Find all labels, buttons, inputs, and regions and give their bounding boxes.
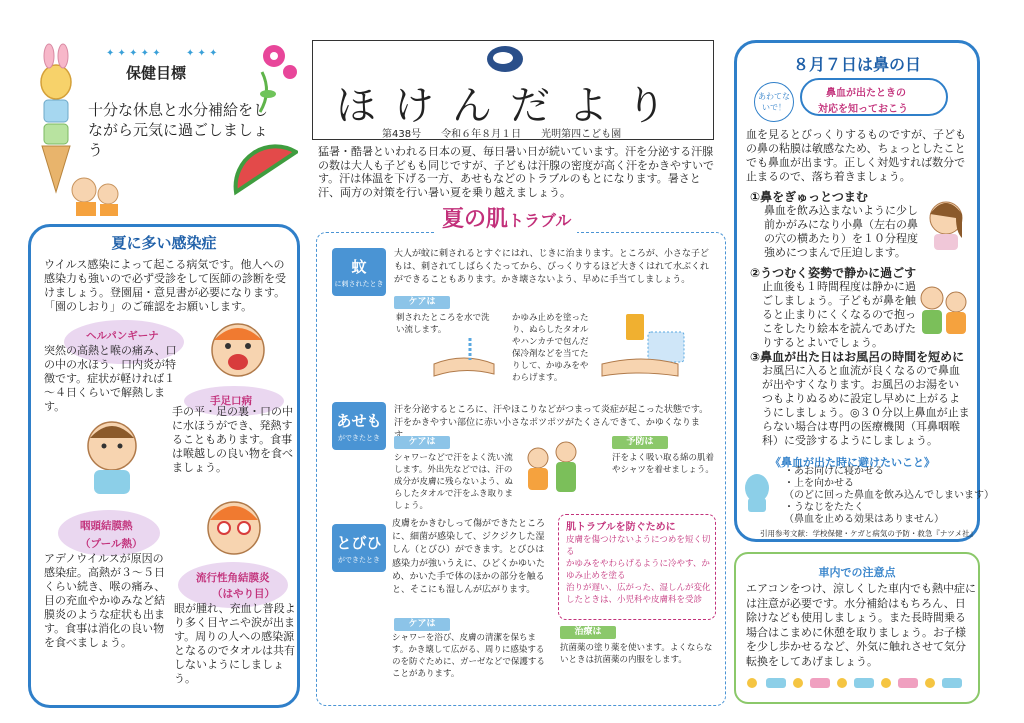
hfmd-text: 手の平・足の裏・口の中に水ほうができ、発熱することもあります。食事は喉越しの良い物を食べましょう。 [172, 405, 293, 474]
conjunctivitis-subtitle: （はやり目） [212, 588, 275, 600]
skin-title-sub: トラブル [508, 211, 572, 230]
heat-rash-tag-label: あせも [336, 412, 382, 430]
svg-text:✦ ✦ ✦: ✦ ✦ ✦ [186, 48, 218, 59]
dont-panic-badge: あわてないで！ [754, 82, 794, 122]
nose-step2-text: 止血後も１時間程度は静かに過ごしましょう。子どもが鼻を触ると止まりにくくなるので抱っこをしたり絵本を読んであげたりするとよいでしょう。 [762, 280, 916, 349]
nose-subtitle-a: 鼻血が出たときの [826, 88, 906, 99]
elephant-icon [742, 470, 772, 514]
wiping-sweat-icon [514, 436, 590, 502]
impetigo-treat-label: 治療は [560, 626, 616, 639]
nose-step1-title: ①鼻をぎゅっとつまむ [750, 190, 868, 204]
nose-source: 引用参考文献：学校保健・ケガと病気の予防・救急『ナツメ社』 [760, 529, 978, 538]
infections-intro: ウイルス感染によって起こる病気です。他人への感染力も強いので必ず受診をして医師の診断を受けましょう。登園届・意見書が必要になります。「園のしおり」のご確認をお願いします。 [44, 258, 286, 313]
pinching-nose-child-icon [922, 196, 970, 252]
prevention-item-2: かゆみをやわらげるように冷やす、かゆみ止めを塗る [566, 559, 710, 581]
reading-together-icon [914, 282, 974, 338]
pcf-text: アデノウイルスが原因の感染症。高熱が３～５日くらい続き、喉の痛み、目の充血やかゆみなど結膜炎のような症状も出ます。食事は消化の良い物を食べましょう。 [44, 552, 166, 649]
sick-child-icon [196, 494, 272, 558]
nose-avoid-5: （鼻血を止める効果はありません） [784, 514, 944, 525]
nose-step3-title: ③鼻血が出た日はお風呂の時間を短めに [750, 350, 965, 364]
elephant-logo-icon [483, 44, 527, 74]
crying-child-icon [198, 316, 278, 382]
conjunctivitis-title: 流行性角結膜炎 [196, 572, 270, 584]
impetigo-tag-sub: ができたとき [338, 556, 380, 564]
mosquito-tag-label: 蚊 [351, 258, 367, 276]
heat-rash-text: 汗を分泌するところに、汗やほこりなどがつまって炎症が起こった状態です。汗をかきやすい部位に赤い小さなポツポツがたくさんできて、かゆくなりま [394, 405, 709, 428]
cold-compress-icon [598, 306, 710, 378]
prevention-item-1: 皮膚を傷つけないようにつめを短く切る [566, 535, 711, 557]
prevention-item-3: 治りが遅い、広がった、湿しんが変化したときは、小児科や皮膚科を受診 [566, 583, 711, 605]
cars-and-flowers-border [744, 674, 970, 692]
impetigo-tag-label: とびひ [336, 534, 382, 552]
nose-avoid-1: ・あお向けに寝かせる [784, 466, 884, 477]
herpangina-text: 突然の高熱と喉の痛み、口の中の水ほう、口内炎が特徴です。症状が軽ければ１～４日くらいで解熱します。 [44, 344, 177, 413]
prevention-title: 肌トラブルを防ぐために [566, 522, 676, 533]
impetigo-care-label: ケアは [394, 618, 450, 631]
nose-avoid-3: （のどに回った鼻血を飲み込んでしまいます） [784, 490, 994, 501]
goal-text: 十分な休息と水分補給をしながら元気に過ごしましょう [88, 101, 269, 159]
infections-title: 夏に多い感染症 [111, 234, 217, 252]
pcf-title: 咽頭結膜熱 [80, 520, 133, 532]
nose-subtitle-b: 対応を知っておこう [818, 104, 908, 115]
car-safety-text: エアコンをつけ、涼しくした車内でも熱中症には注意が必要です。水分補給はもちろん、日除けなども使用しましょう。また長時間乗る場合はこまめに休憩を取りましょう。お子様を少し歩かせるなど、外気に触れさせて気分転換をしてあげましょう。 [746, 582, 977, 668]
pcf-subtitle: （プール熱） [80, 538, 143, 550]
conjunctivitis-text: 眼が腫れ、充血し普段より多く目ヤニや涙が出ます。周りの人への感染源となるのでタオルは共有しないようにしましょう。 [174, 602, 296, 685]
car-safety-title: 車内での注意点 [818, 566, 896, 579]
issue-info: 第438号 令和６年８月１日 光明第四こども園 [382, 129, 622, 140]
heat-rash-tag-sub: ができたとき [338, 434, 380, 442]
heat-rash-care-text: シャワーなどで汗をよく洗い流します。外出先などでは、汗の成分が皮膚に残らないよう、ぬらしたタオルで汗をふき取りましょう。 [394, 453, 514, 511]
heat-rash-care-label: ケアは [394, 436, 450, 449]
nose-day-title: ８月７日は鼻の日 [792, 55, 921, 74]
skin-title-main: 夏の肌 [442, 207, 509, 232]
lead-text: 猛暑・酷暑といわれる日本の夏、毎日暑い日が続いています。汗を分泌する汗腺の数は大人も子どもも同じですが、子どもは汗腺の密度が高く汗をかきやすいです。汗は体温を下げる一方、あせもなどのトラブルのもとになります。暑さと汗、両方の対策を行い暑い夏を乗り越えましょう。 [318, 145, 714, 199]
nose-avoid-2: ・上を向かせる [784, 478, 854, 489]
herpangina-title: ヘルパンギーナ [86, 330, 159, 342]
heat-rash-tag [332, 402, 386, 450]
heat-rash-prevent-label: 予防は [612, 436, 668, 449]
mosquito-step1: 刺されたところを水で洗い流します。 [396, 313, 490, 335]
mosquito-tag-sub: に刺されたとき [334, 280, 384, 288]
goal-title: 保健目標 [126, 64, 187, 82]
nose-step3-text: お風呂に入ると血流が良くなるので鼻血が出やすくなります。お風呂のお湯をいつもよりぬるめに設定し早めに上がるようにしましょう。◎３０分以上鼻血が止まらない場合は専門の医療機関（耳鼻咽喉科）に受診するようにしましょう。 [762, 364, 970, 447]
child-icon [72, 416, 152, 500]
mosquito-text: 大人が蚊に刺されるとすぐにはれ、じきに治まります。ところが、小さな子どもは、刺されてしばらくたってから、びっくりするほど大きくはれて水ぶくれができることもあります。かき壊さないよう、早めに手当てしましょう。 [394, 249, 710, 285]
nose-step1-text: 鼻血を飲み込まないように少し前かがみになり小鼻（左右の鼻の穴の横あたり）を１０分程度強めにつまんで圧迫します。 [764, 204, 918, 259]
nose-step2-title: ②うつむく姿勢で静かに過ごす [750, 266, 917, 280]
nose-avoid-4: ・うなじをたたく [784, 502, 864, 513]
mosquito-tag [332, 248, 386, 296]
mosquito-care-label: ケアは [394, 296, 450, 309]
svg-text:✦ ✦ ✦ ✦ ✦: ✦ ✦ ✦ ✦ ✦ [106, 48, 161, 59]
impetigo-care-text: シャワーを浴び、皮膚の清潔を保ちます。かき壊して広がる、周りに感染するのを防ぐために、ガーゼなどで保護することがあります。 [392, 633, 545, 679]
mosquito-step2: かゆみ止めを塗ったり、ぬらしたタオルやハンカチで包んだ保冷剤などを当てたりして、かゆみをやわらげます。 [512, 313, 589, 383]
washing-arm-icon [430, 334, 510, 384]
newsletter-title: ほけんだより [336, 83, 684, 129]
nose-intro: 血を見るとびっくりするものですが、子どもの鼻の粘膜は敏感なため、ちょっとしたことでも鼻血が出ます。正しく対処すれば数分で止まるので、落ち着きましょう。 [746, 128, 966, 183]
nose-avoid-title: 《鼻血が出た時に避けたいこと》 [770, 456, 935, 469]
skin-trouble-heading [436, 202, 577, 233]
impetigo-tag [332, 524, 386, 572]
hfmd-title: 手足口病 [210, 395, 252, 407]
heat-rash-prevent-text: 汗をよく吸い取る綿の肌着やシャツを着せましょう。 [612, 453, 715, 475]
impetigo-treat-text: 抗菌薬の塗り薬を使います。よくならないときは抗菌薬の内服をします。 [560, 643, 713, 665]
impetigo-text: 皮膚をかきむしって傷ができたところに、細菌が感染して、ジクジクした湿しん（とびひ）ができます。とびひは感染力が強いうえに、ひどくかゆいため、かいた手で体のほかの部分を触ると、そこにも湿しんが広がります。 [392, 519, 546, 596]
